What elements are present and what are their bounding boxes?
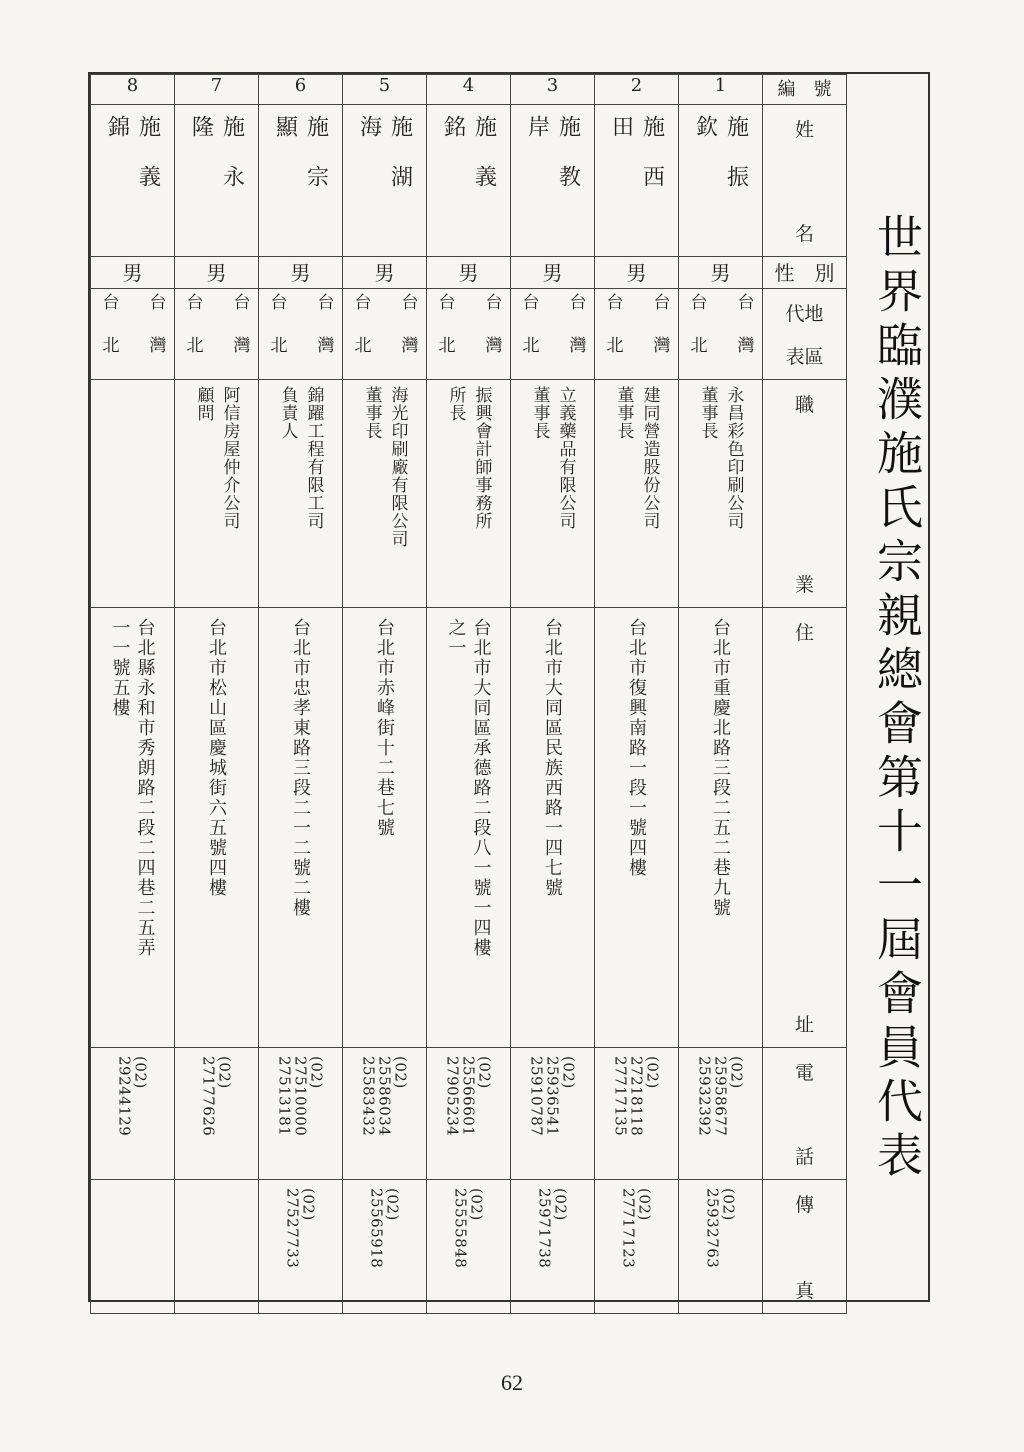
member-tel	[679, 1048, 762, 1136]
member-2-cell	[595, 380, 679, 608]
job-line: 阿信房屋仲介公司	[219, 386, 240, 530]
header-label-fax-1: 真	[794, 1280, 814, 1302]
header-label-fax-0: 傳	[794, 1194, 814, 1216]
member-job	[259, 380, 342, 530]
member-job	[343, 380, 426, 548]
area-line: 台灣	[229, 293, 250, 379]
member-2-cell	[595, 1180, 679, 1314]
member-job	[511, 380, 594, 530]
header-label-name-1: 名	[794, 223, 814, 245]
member-name: 施宗顯	[272, 115, 329, 215]
member-6-cell	[259, 257, 343, 289]
address-line: 台北市赤峰街十二巷七號	[374, 618, 395, 838]
member-8-cell	[91, 1180, 175, 1314]
member-7-cell	[175, 105, 259, 257]
member-number: 3	[546, 75, 559, 96]
member-name: 施振欽	[692, 115, 749, 215]
r-addr-row	[91, 608, 847, 1048]
tel-line: 25583432	[359, 1056, 378, 1137]
member-6-cell	[259, 608, 343, 1048]
member-number: 1	[714, 75, 727, 96]
header-cell	[763, 75, 847, 105]
fax-line: (02)	[551, 1188, 570, 1221]
header-stack	[763, 289, 846, 379]
area-line: 台北	[686, 293, 707, 379]
member-2-cell	[595, 75, 679, 105]
job-line: 董事長	[613, 386, 634, 440]
fax-line: (02)	[467, 1188, 486, 1221]
member-sex: 男	[458, 261, 479, 285]
job-line: 所長	[445, 386, 466, 422]
header-stack	[763, 105, 846, 256]
member-address	[91, 608, 174, 958]
job-line: 負責人	[277, 386, 298, 440]
address-line: 台北市大同區民族西路一四七號	[542, 618, 563, 898]
member-fax	[595, 1180, 678, 1268]
member-fax	[259, 1180, 342, 1268]
document-title: 世界臨濮施氏宗親總會第十一屆會員代表	[870, 213, 924, 1185]
area-line: 台灣	[733, 293, 754, 379]
member-fax	[511, 1180, 594, 1268]
tel-line: (02)	[643, 1056, 662, 1089]
member-number: 2	[630, 75, 643, 96]
member-6-cell	[259, 105, 343, 257]
area-line: 台北	[434, 293, 455, 379]
fax-line: 25971738	[535, 1188, 554, 1269]
member-6-cell	[259, 1180, 343, 1314]
area-line: 台北	[602, 293, 623, 379]
tel-line: (02)	[391, 1056, 410, 1089]
job-line: 董事長	[697, 386, 718, 440]
member-area	[343, 289, 426, 379]
tel-line: 27510000	[291, 1056, 310, 1137]
member-1-cell	[679, 380, 763, 608]
member-8-cell	[91, 75, 175, 105]
fax-line: 25555848	[451, 1188, 470, 1269]
address-line: 台北縣永和市秀朗路二段二四巷二五弄	[134, 618, 156, 958]
member-1-cell	[679, 1180, 763, 1314]
member-number: 8	[126, 75, 139, 96]
member-address	[511, 608, 594, 898]
tel-line: 27177626	[199, 1056, 218, 1137]
job-line: 立義藥品有限公司	[555, 386, 576, 530]
member-area	[91, 289, 174, 379]
area-line: 台北	[182, 293, 203, 379]
member-8-cell	[91, 608, 175, 1048]
tel-line: 27905234	[443, 1056, 462, 1137]
member-name: 施教岸	[524, 115, 581, 215]
area-line: 台灣	[649, 293, 670, 379]
job-line: 顧問	[193, 386, 214, 422]
member-1-cell	[679, 1048, 763, 1180]
member-area	[259, 289, 342, 379]
member-number: 4	[462, 75, 475, 96]
member-sex: 男	[290, 261, 311, 285]
member-2-cell	[595, 1048, 679, 1180]
member-3-cell	[511, 289, 595, 380]
member-address	[679, 608, 762, 918]
member-1-cell	[679, 289, 763, 380]
member-3-cell	[511, 380, 595, 608]
header-cell	[763, 1180, 847, 1314]
member-8-cell	[91, 105, 175, 257]
member-2-cell	[595, 608, 679, 1048]
member-3-cell	[511, 1180, 595, 1314]
member-4-cell	[427, 1048, 511, 1180]
tel-line: 25586034	[375, 1056, 394, 1137]
member-name: 施義錦	[104, 115, 161, 215]
fax-line: 27527733	[283, 1188, 302, 1269]
tel-line: 27717135	[611, 1056, 630, 1137]
member-2-cell	[595, 289, 679, 380]
member-fax	[91, 1180, 174, 1188]
area-line: 台北	[350, 293, 371, 379]
header-label-tel-0: 電	[794, 1062, 814, 1084]
member-number: 6	[294, 75, 307, 96]
tel-line: 27513181	[275, 1056, 294, 1137]
member-4-cell	[427, 1180, 511, 1314]
member-name: 施湖海	[356, 115, 413, 215]
tel-line: (02)	[215, 1056, 234, 1089]
member-area	[175, 289, 258, 379]
job-line: 錦躍工程有限工司	[303, 386, 324, 530]
r-job-row	[91, 380, 847, 608]
address-line: 台北市忠孝東路三段二一二號二樓	[290, 618, 311, 918]
fax-line: 25932763	[703, 1188, 722, 1269]
member-address	[259, 608, 342, 918]
member-name: 施西田	[608, 115, 665, 215]
member-7-cell	[175, 1180, 259, 1314]
r-no-row	[91, 75, 847, 105]
header-stack	[763, 1180, 846, 1313]
header-cell	[763, 289, 847, 380]
member-sex: 男	[374, 261, 395, 285]
header-label-tel-1: 話	[794, 1146, 814, 1168]
member-7-cell	[175, 75, 259, 105]
tel-line: 25932392	[695, 1056, 714, 1137]
member-address	[343, 608, 426, 838]
member-1-cell	[679, 105, 763, 257]
member-name: 施義銘	[440, 115, 497, 215]
member-tel	[595, 1048, 678, 1136]
member-6-cell	[259, 380, 343, 608]
member-3-cell	[511, 1048, 595, 1180]
member-2-cell	[595, 105, 679, 257]
job-line: 董事長	[361, 386, 382, 440]
member-3-cell	[511, 608, 595, 1048]
address-line: 台北市復興南路一段一號四樓	[626, 618, 647, 878]
address-line: 台北市重慶北路三段二五二巷九號	[710, 618, 731, 918]
header-stack	[763, 1048, 846, 1179]
job-line: 永昌彩色印刷公司	[723, 386, 744, 530]
member-4-cell	[427, 380, 511, 608]
member-4-cell	[427, 608, 511, 1048]
header-label-job-1: 業	[794, 574, 814, 596]
fax-line: 27717123	[619, 1188, 638, 1269]
tel-line: (02)	[475, 1056, 494, 1089]
tel-line: 25936541	[543, 1056, 562, 1137]
member-4-cell	[427, 289, 511, 380]
member-tel	[259, 1048, 342, 1136]
member-7-cell	[175, 289, 259, 380]
tel-line: 25566601	[459, 1056, 478, 1137]
header-cell	[763, 380, 847, 608]
header-label-area-1: 表區	[785, 346, 824, 368]
member-address	[595, 608, 678, 878]
member-sex: 男	[710, 261, 731, 285]
member-number: 7	[210, 75, 223, 96]
member-job	[427, 380, 510, 530]
member-2-cell	[595, 257, 679, 289]
member-fax	[343, 1180, 426, 1268]
header-cell	[763, 105, 847, 257]
header-label-address-0: 住	[794, 622, 814, 644]
job-line: 振興會計師事務所	[471, 386, 492, 530]
member-sex: 男	[122, 261, 143, 285]
header-cell	[763, 257, 847, 289]
address-line: 台北市松山區慶城街六五號四樓	[206, 618, 227, 898]
address-line: 台北市大同區承德路二段八一號一四樓	[470, 618, 492, 958]
member-job	[175, 380, 258, 530]
area-line: 台灣	[481, 293, 502, 379]
member-8-cell	[91, 1048, 175, 1180]
member-job	[595, 380, 678, 530]
area-line: 台灣	[145, 293, 166, 379]
member-5-cell	[343, 75, 427, 105]
r-sex-row	[91, 257, 847, 289]
header-stack	[763, 380, 846, 607]
header-label-job-0: 職	[794, 394, 814, 416]
fax-line: (02)	[635, 1188, 654, 1221]
header-cell	[763, 608, 847, 1048]
fax-line: (02)	[719, 1188, 738, 1221]
member-address	[175, 608, 258, 898]
member-5-cell	[343, 289, 427, 380]
member-sex: 男	[626, 261, 647, 285]
member-7-cell	[175, 608, 259, 1048]
header-label-name-0: 姓	[794, 119, 814, 141]
header-label-area-0: 代地	[785, 303, 824, 325]
member-5-cell	[343, 257, 427, 289]
member-3-cell	[511, 257, 595, 289]
member-5-cell	[343, 380, 427, 608]
member-tel	[427, 1048, 510, 1136]
r-area-row	[91, 289, 847, 380]
member-job	[91, 380, 174, 386]
tel-line: (02)	[559, 1056, 578, 1089]
member-number: 5	[378, 75, 391, 96]
member-name: 施永隆	[188, 115, 245, 215]
member-5-cell	[343, 105, 427, 257]
member-8-cell	[91, 380, 175, 608]
member-8-cell	[91, 289, 175, 380]
tel-line: 25958677	[711, 1056, 730, 1137]
header-label-no: 編 號	[777, 79, 832, 100]
header-stack	[763, 608, 846, 1047]
r-name-row	[91, 105, 847, 257]
member-1-cell	[679, 75, 763, 105]
member-area	[427, 289, 510, 379]
member-sex: 男	[206, 261, 227, 285]
r-tel-row	[91, 1048, 847, 1180]
tel-line: (02)	[727, 1056, 746, 1089]
member-4-cell	[427, 75, 511, 105]
address-line: 一一號五樓	[109, 618, 131, 718]
job-line: 海光印刷廠有限公司	[387, 386, 408, 548]
member-roster-table	[90, 74, 847, 1314]
area-line: 台灣	[313, 293, 334, 379]
member-5-cell	[343, 1180, 427, 1314]
member-6-cell	[259, 75, 343, 105]
area-line: 台北	[266, 293, 287, 379]
address-line: 之一	[445, 618, 467, 658]
member-5-cell	[343, 1048, 427, 1180]
member-5-cell	[343, 608, 427, 1048]
member-tel	[511, 1048, 594, 1136]
member-7-cell	[175, 257, 259, 289]
tel-line: 25910787	[527, 1056, 546, 1137]
member-fax	[175, 1180, 258, 1188]
member-tel	[343, 1048, 426, 1136]
header-cell	[763, 1048, 847, 1180]
area-line: 台北	[98, 293, 119, 379]
page-number: 62	[501, 1370, 523, 1395]
member-area	[511, 289, 594, 379]
member-1-cell	[679, 257, 763, 289]
member-3-cell	[511, 75, 595, 105]
fax-line: 25565918	[367, 1188, 386, 1269]
area-line: 台灣	[397, 293, 418, 379]
fax-line: (02)	[299, 1188, 318, 1221]
r-fax-row	[91, 1180, 847, 1314]
header-label-address-1: 址	[794, 1014, 814, 1036]
member-6-cell	[259, 1048, 343, 1180]
member-6-cell	[259, 289, 343, 380]
member-4-cell	[427, 105, 511, 257]
member-8-cell	[91, 257, 175, 289]
member-job	[679, 380, 762, 530]
tel-line: (02)	[131, 1056, 150, 1089]
member-tel	[91, 1048, 174, 1136]
area-line: 台灣	[565, 293, 586, 379]
header-label-sex: 性 別	[774, 261, 835, 285]
member-3-cell	[511, 105, 595, 257]
member-7-cell	[175, 1048, 259, 1180]
member-sex: 男	[542, 261, 563, 285]
tel-line: 27218118	[627, 1056, 646, 1137]
member-fax	[679, 1180, 762, 1268]
tel-line: 29244129	[115, 1056, 134, 1137]
fax-line: (02)	[383, 1188, 402, 1221]
tel-line: (02)	[307, 1056, 326, 1089]
member-4-cell	[427, 257, 511, 289]
member-address	[427, 608, 510, 958]
area-line: 台北	[518, 293, 539, 379]
member-area	[595, 289, 678, 379]
member-7-cell	[175, 380, 259, 608]
member-fax	[427, 1180, 510, 1268]
member-1-cell	[679, 608, 763, 1048]
member-area	[679, 289, 762, 379]
job-line: 建同營造股份公司	[639, 386, 660, 530]
member-tel	[175, 1048, 258, 1136]
job-line: 董事長	[529, 386, 550, 440]
